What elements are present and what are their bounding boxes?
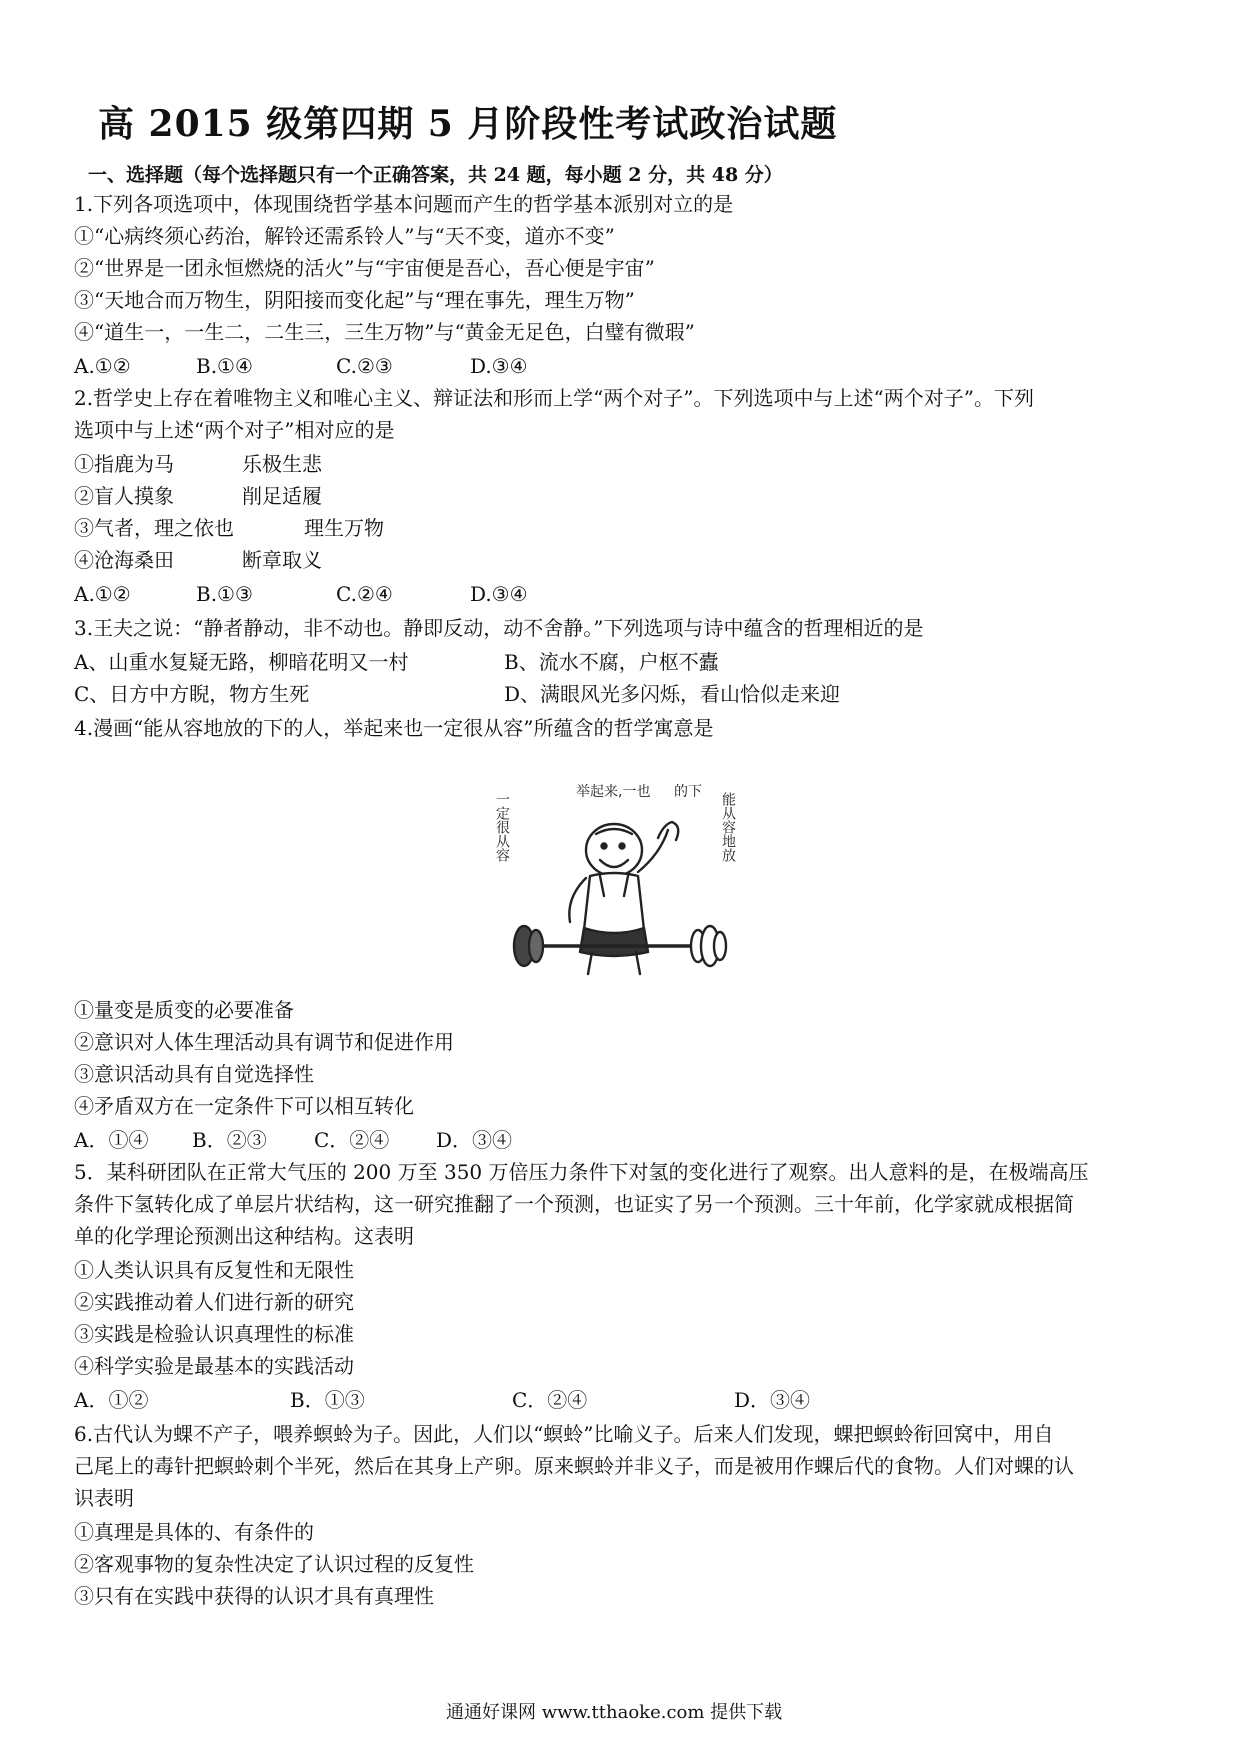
cartoon-text-left: 一定很从容 (494, 792, 510, 862)
option-a: A．①④ (74, 1128, 149, 1152)
option-a: A．①② (74, 1388, 149, 1412)
option-d: D．③④ (734, 1388, 811, 1412)
option-a: A.①② (74, 582, 131, 606)
option-b: B.①③ (196, 582, 253, 606)
q2-item-right: 理生万物 (304, 516, 384, 540)
q5-item: ①人类认识具有反复性和无限性 (74, 1258, 354, 1282)
q2-item-left: ④沧海桑田 (74, 548, 174, 572)
q6-stem: 6.古代认为蜾不产子，喂养螟蛉为子。因此，人们以“螟蛉”比喻义子。后来人们发现，蜾把螟蛉衔回窝中，用自 (74, 1422, 1054, 1446)
q4-item: ④矛盾双方在一定条件下可以相互转化 (74, 1094, 414, 1118)
q6-stem: 己尾上的毒针把螟蛉刺个半死，然后在其身上产卵。原来螟蛉并非义子，而是被用作蜾后代的食物。人们对蜾的认 (74, 1454, 1074, 1478)
q2-item-right: 削足适履 (242, 484, 322, 508)
q6-stem: 识表明 (74, 1486, 134, 1510)
q1-item: ②“世界是一团永恒燃烧的活火”与“宇宙便是吾心，吾心便是宇宙” (74, 256, 655, 280)
q4-stem: 4.漫画“能从容地放的下的人，举起来也一定很从容”所蕴含的哲学寓意是 (74, 716, 714, 740)
q6-item: ③只有在实践中获得的认识才具有真理性 (74, 1584, 434, 1608)
option-b: B．①③ (290, 1388, 365, 1412)
q2-stem: 2.哲学史上存在着唯物主义和唯心主义、辩证法和形而上学“两个对子”。下列选项中与上述“两个对子”。下列 (74, 386, 1034, 410)
option-a: A.①② (74, 354, 131, 378)
option-d: D．③④ (436, 1128, 513, 1152)
section-heading: 一、选择题（每个选择题只有一个正确答案，共 24 题，每小题 2 分，共 48 分） (88, 164, 783, 186)
option-d: D.③④ (470, 354, 528, 378)
q6-item: ①真理是具体的、有条件的 (74, 1520, 314, 1544)
page-title: 高 2015 级第四期 5 月阶段性考试政治试题 (98, 103, 838, 145)
footer-credit: 通通好课网 www.tthaoke.com 提供下载 (446, 1702, 783, 1723)
weightlifter-cartoon (488, 778, 748, 978)
q2-item-right: 断章取义 (242, 548, 322, 572)
q5-stem: 条件下氢转化成了单层片状结构，这一研究推翻了一个预测，也证实了另一个预测。三十年前，化学家就成根据简 (74, 1192, 1074, 1216)
cartoon-text-top2: 的下 (674, 784, 702, 800)
option-c: C.②③ (336, 354, 393, 378)
q5-item: ②实践推动着人们进行新的研究 (74, 1290, 354, 1314)
q3-stem: 3.王夫之说：“静者静动，非不动也。静即反动，动不舍静。”下列选项与诗中蕴含的哲理相近的是 (74, 616, 924, 640)
option-b: B.①④ (196, 354, 253, 378)
cartoon-text-right: 能从容地放 (720, 792, 736, 862)
option-d: D.③④ (470, 582, 528, 606)
q2-item-left: ③气者，理之依也 (74, 516, 234, 540)
option-c: C、日方中方睨，物方生死 (74, 682, 310, 706)
q5-item: ③实践是检验认识真理性的标准 (74, 1322, 354, 1346)
q4-item: ③意识活动具有自觉选择性 (74, 1062, 314, 1086)
option-b: B、流水不腐，户枢不蠹 (504, 650, 719, 674)
q1-stem: 1.下列各项选项中，体现围绕哲学基本问题而产生的哲学基本派别对立的是 (74, 192, 734, 216)
option-c: C.②④ (336, 582, 393, 606)
q2-item-left: ①指鹿为马 (74, 452, 174, 476)
q4-item: ②意识对人体生理活动具有调节和促进作用 (74, 1030, 454, 1054)
q5-stem: 5．某科研团队在正常大气压的 200 万至 350 万倍压力条件下对氢的变化进行了观察。出人意料的是，在极端高压 (74, 1160, 1089, 1184)
q1-item: ①“心病终须心药治，解铃还需系铃人”与“天不变，道亦不变” (74, 224, 615, 248)
option-c: C．②④ (512, 1388, 588, 1412)
q2-item-left: ②盲人摸象 (74, 484, 174, 508)
q6-item: ②客观事物的复杂性决定了认识过程的反复性 (74, 1552, 474, 1576)
q4-item: ①量变是质变的必要准备 (74, 998, 294, 1022)
q2-item-right: 乐极生悲 (242, 452, 322, 476)
option-c: C．②④ (314, 1128, 390, 1152)
option-d: D、满眼风光多闪烁，看山恰似走来迎 (504, 682, 841, 706)
q5-stem: 单的化学理论预测出这种结构。这表明 (74, 1224, 414, 1248)
cartoon-text-top: 举起来,一也 (576, 784, 651, 800)
q1-item: ③“天地合而万物生，阴阳接而变化起”与“理在事先，理生万物” (74, 288, 635, 312)
q2-stem: 选项中与上述“两个对子”相对应的是 (74, 418, 395, 442)
q1-item: ④“道生一，一生二，二生三，三生万物”与“黄金无足色，白璧有微瑕” (74, 320, 695, 344)
q5-item: ④科学实验是最基本的实践活动 (74, 1354, 354, 1378)
option-b: B．②③ (192, 1128, 267, 1152)
option-a: A、山重水复疑无路，柳暗花明又一村 (74, 650, 409, 674)
